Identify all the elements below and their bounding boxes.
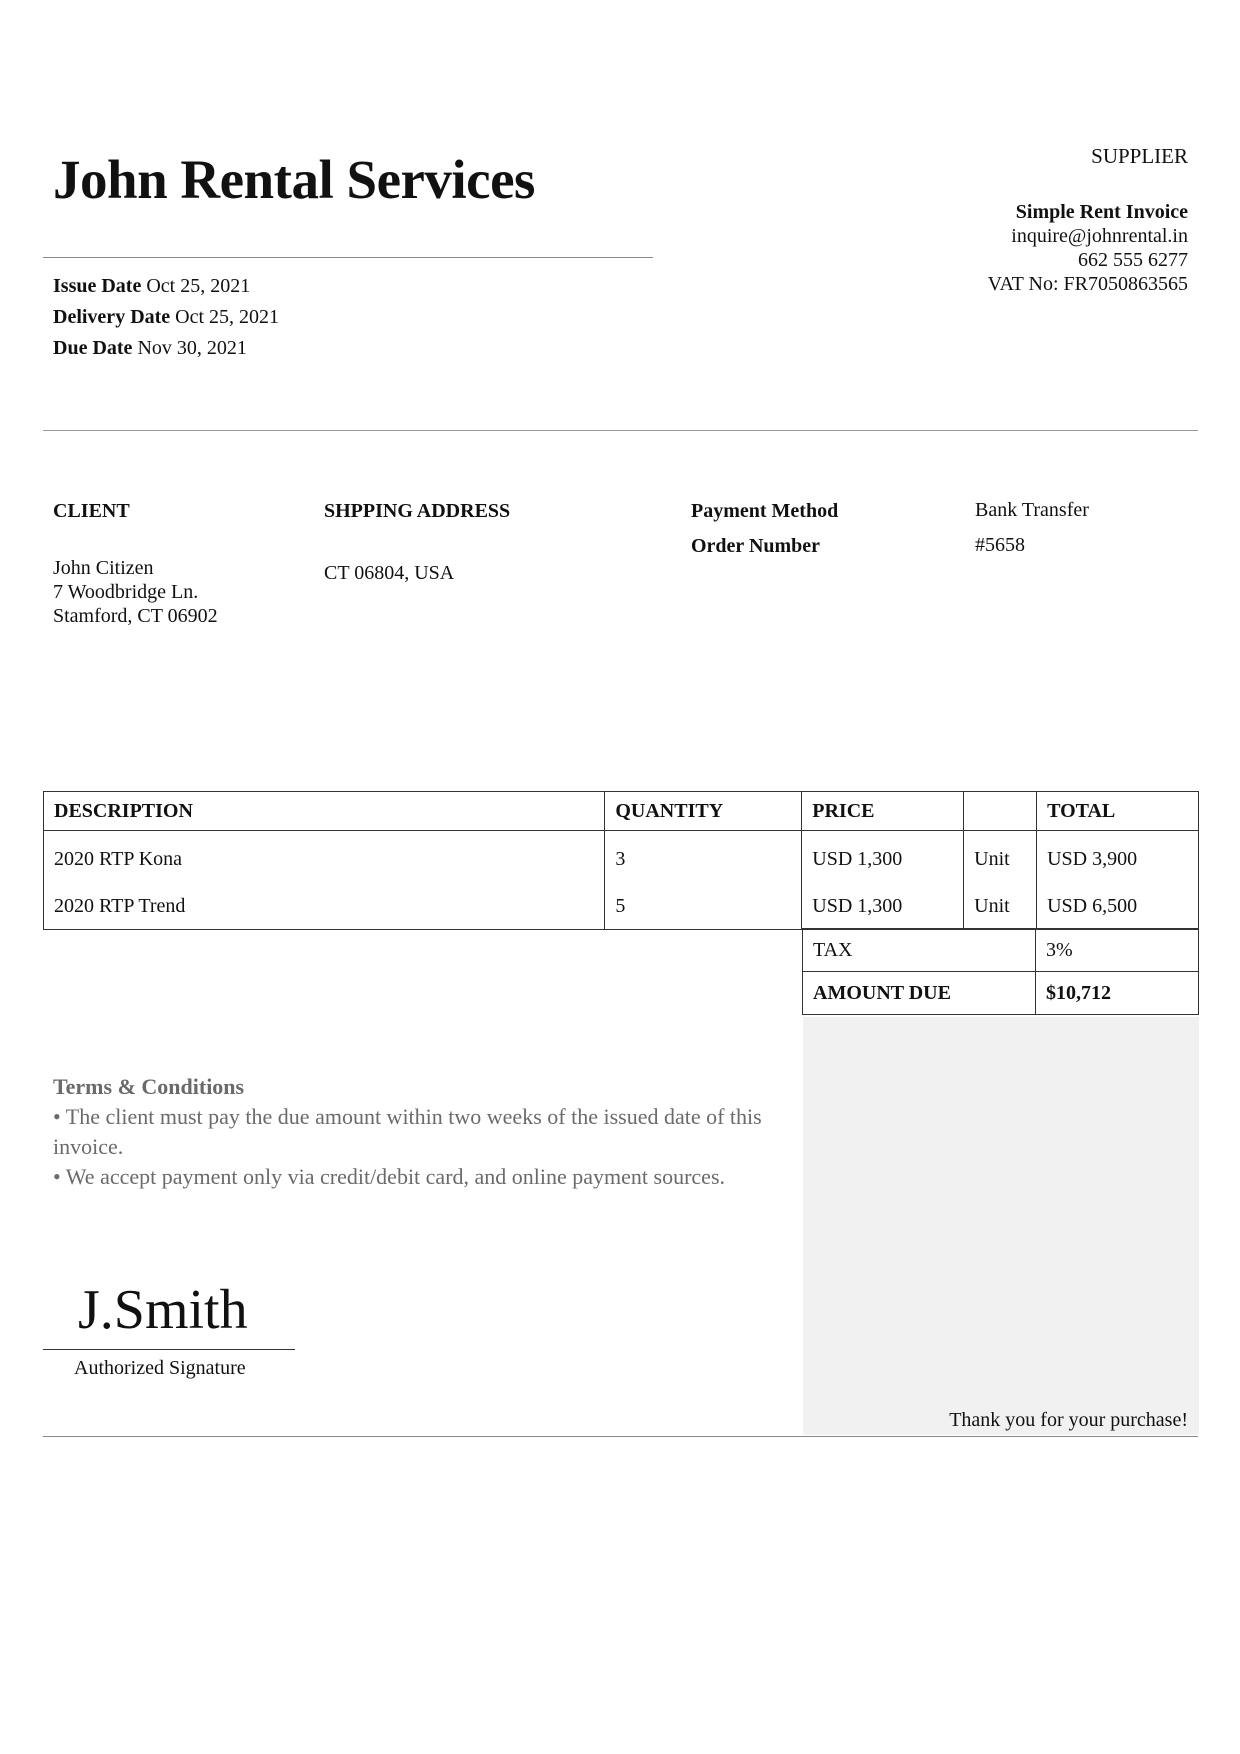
due-date-row (53, 338, 247, 358)
cell-description: 2020 RTP Kona (44, 831, 605, 884)
shipping-heading: SHPPING ADDRESS (324, 500, 511, 522)
items-table (43, 791, 1199, 930)
table-row (44, 883, 1199, 930)
tax-row (803, 929, 1199, 972)
cell-unit: Unit (964, 883, 1037, 930)
signature: J.Smith (78, 1279, 248, 1341)
client-heading: CLIENT (53, 500, 130, 522)
shipping-address: CT 06804, USA (324, 562, 455, 584)
order-number-value: #5658 (975, 534, 1025, 556)
table-row (44, 831, 1199, 884)
order-number-label: Order Number (691, 535, 821, 557)
cell-quantity: 5 (605, 883, 802, 930)
delivery-date-label: Delivery Date (53, 306, 171, 328)
tax-value: 3% (1036, 929, 1199, 972)
issue-date-row (53, 276, 250, 296)
header-divider (43, 257, 653, 258)
col-header-quantity: QUANTITY (605, 792, 802, 831)
totals-summary (802, 928, 1199, 1015)
terms-item: • The client must pay the due amount within two weeks of the issued date of this invoice. (53, 1104, 762, 1159)
col-header-unit (964, 792, 1037, 831)
company-name: John Rental Services (53, 149, 535, 210)
delivery-date-row (53, 307, 279, 327)
signature-label: Authorized Signature (74, 1357, 246, 1379)
cell-unit: Unit (964, 831, 1037, 884)
supplier-vat: VAT No: FR7050863565 (987, 273, 1188, 295)
amount-due-row (803, 972, 1199, 1015)
supplier-email: inquire@johnrental.in (1011, 225, 1188, 247)
due-date-value: Nov 30, 2021 (137, 337, 247, 359)
footer-divider (43, 1436, 1198, 1437)
thank-you-note: Thank you for your purchase! (949, 1409, 1188, 1431)
payment-method-label: Payment Method (691, 500, 839, 522)
due-date-label: Due Date (53, 337, 133, 359)
table-header-row (44, 792, 1199, 831)
client-address (53, 556, 218, 628)
supplier-phone: 662 555 6277 (1078, 249, 1188, 271)
col-header-price: PRICE (802, 792, 964, 831)
supplier-heading: SUPPLIER (1091, 144, 1188, 168)
cell-price: USD 1,300 (802, 883, 964, 930)
supplier-block (988, 144, 1188, 296)
cell-total: USD 3,900 (1037, 831, 1199, 884)
col-header-description: DESCRIPTION (44, 792, 605, 831)
client-name: John Citizen (53, 557, 154, 579)
payment-method-value: Bank Transfer (975, 499, 1089, 521)
client-street: 7 Woodbridge Ln. (53, 581, 199, 603)
terms-heading: Terms & Conditions (53, 1074, 245, 1099)
section-divider (43, 430, 1198, 431)
signature-line (43, 1349, 295, 1350)
terms-item: • We accept payment only via credit/debit card, and online payment sources. (53, 1164, 726, 1189)
delivery-date-value: Oct 25, 2021 (175, 306, 280, 328)
cell-total: USD 6,500 (1037, 883, 1199, 930)
issue-date-value: Oct 25, 2021 (146, 275, 251, 297)
amount-due-label: AMOUNT DUE (803, 972, 1036, 1015)
tax-label: TAX (803, 929, 1036, 972)
client-city: Stamford, CT 06902 (53, 605, 218, 627)
amount-due-value: $10,712 (1036, 972, 1199, 1015)
supplier-name: Simple Rent Invoice (1015, 201, 1188, 223)
summary-panel-background (803, 1017, 1199, 1435)
cell-price: USD 1,300 (802, 831, 964, 884)
terms-block (53, 1072, 793, 1192)
cell-quantity: 3 (605, 831, 802, 884)
cell-description: 2020 RTP Trend (44, 883, 605, 930)
issue-date-label: Issue Date (53, 275, 142, 297)
col-header-total: TOTAL (1037, 792, 1199, 831)
